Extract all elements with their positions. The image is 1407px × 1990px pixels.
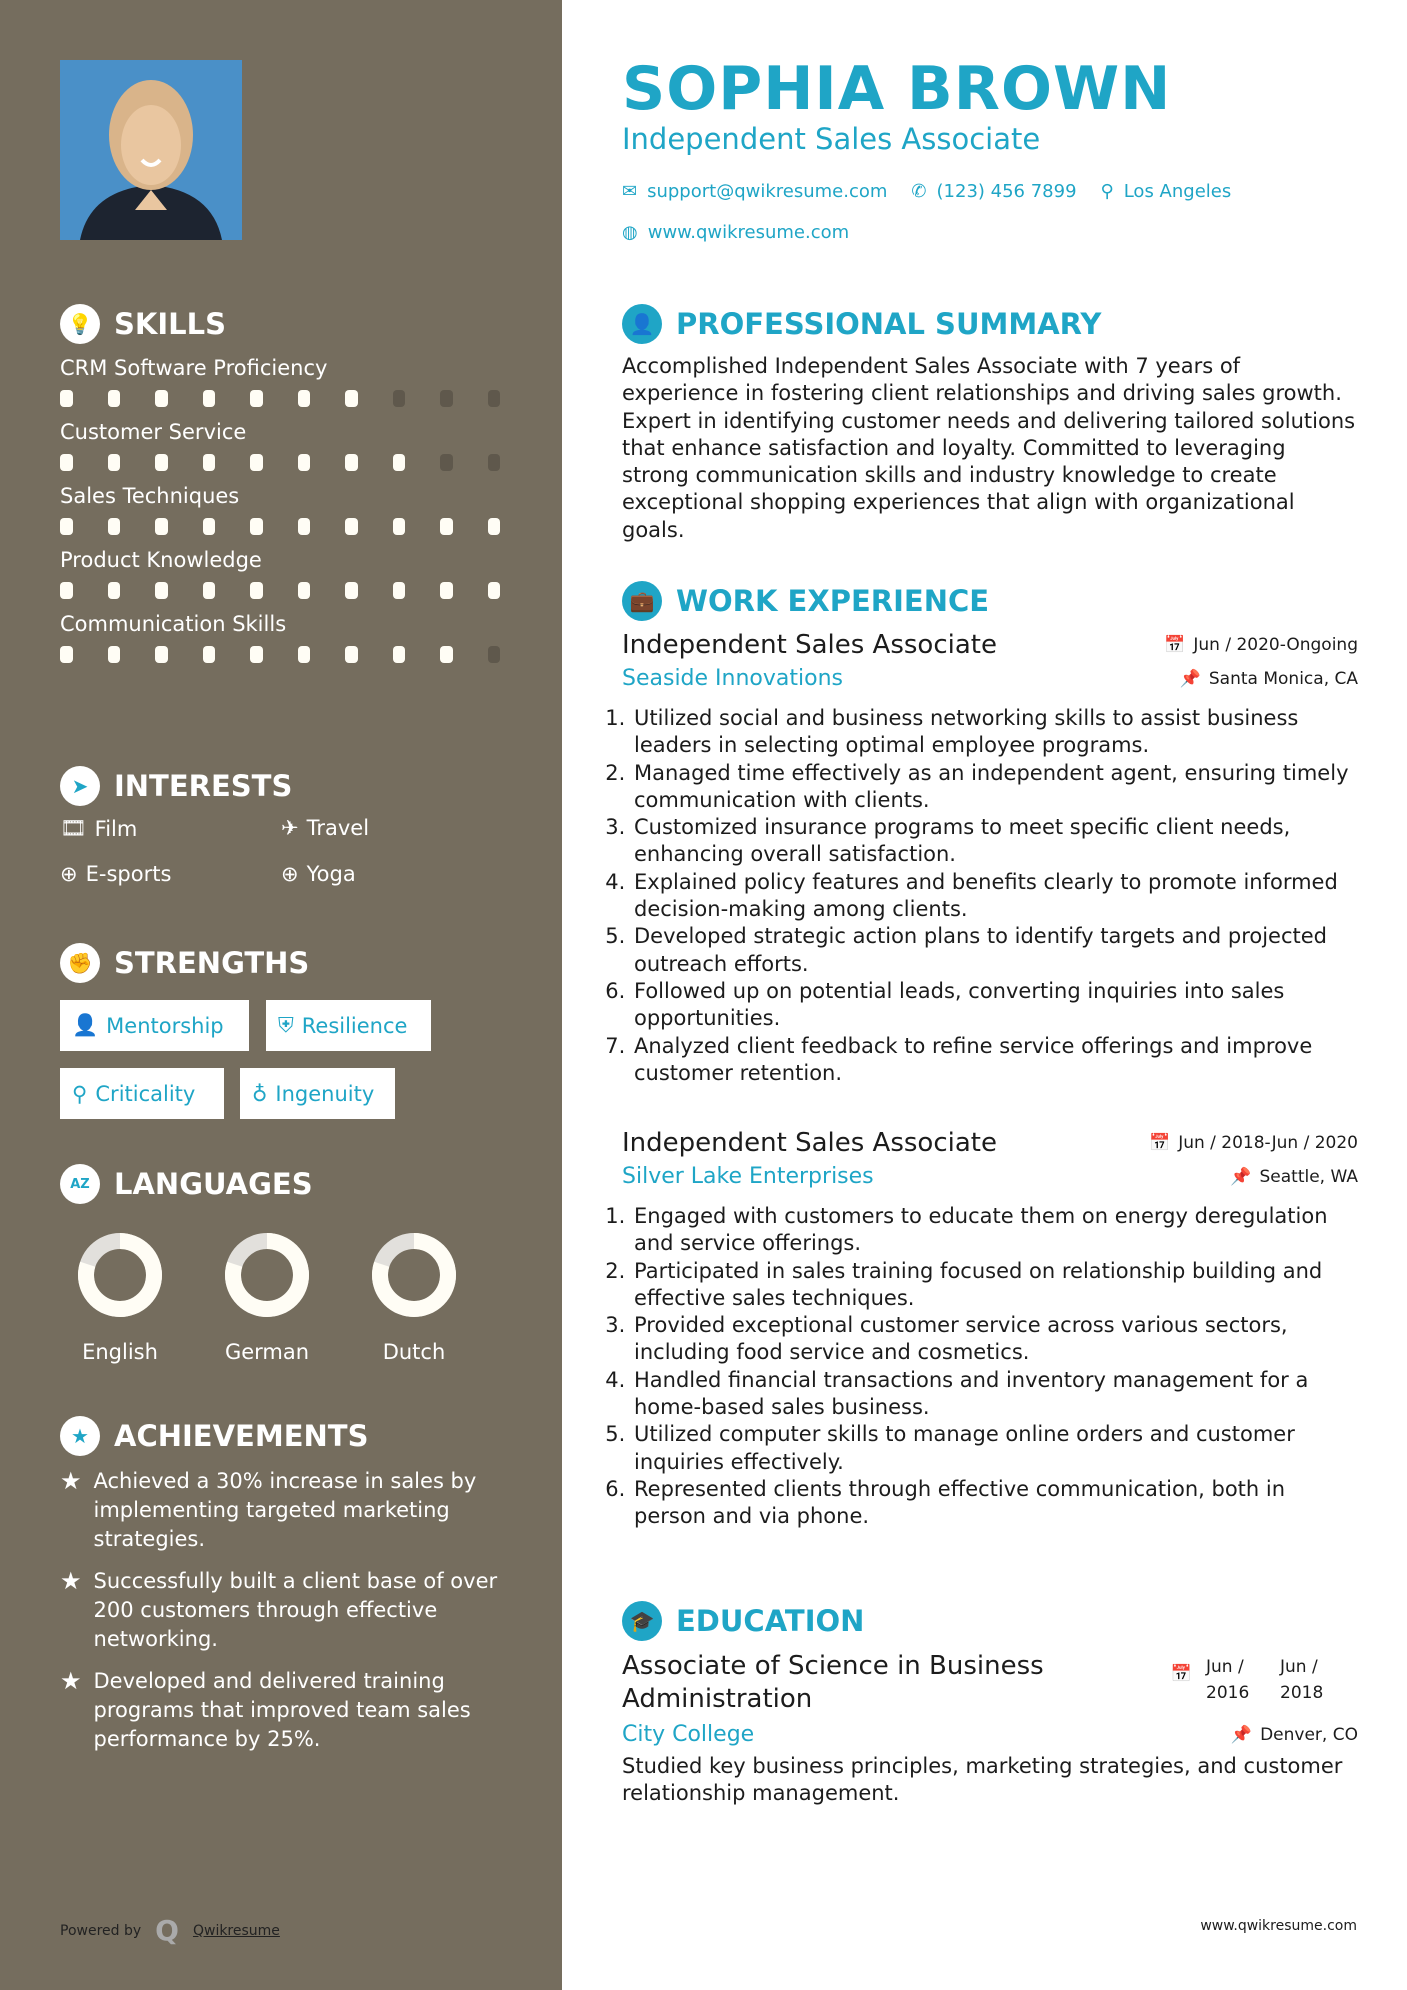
language-donut xyxy=(65,1232,175,1318)
skill-dot xyxy=(203,390,216,407)
film-icon: 🎞 xyxy=(60,816,87,840)
skill-name: Product Knowledge xyxy=(60,548,262,572)
job-bullet: 6. Followed up on potential leads, converting inquiries into sales opportunities. xyxy=(632,978,1358,1033)
language-name: German xyxy=(224,1340,310,1364)
language-item xyxy=(65,1232,175,1364)
job-bullet: 5. Utilized computer skills to manage online orders and customer inquiries effectively. xyxy=(632,1421,1358,1476)
skill-dot xyxy=(155,582,168,599)
sidebar xyxy=(0,0,562,1990)
skill-dot xyxy=(108,518,121,535)
skill-item xyxy=(60,482,500,535)
graduation-icon: 🎓 xyxy=(622,1601,662,1641)
company-name: Seaside Innovations xyxy=(622,666,843,691)
achievements-heading: ★ ACHIEVEMENTS xyxy=(60,1416,368,1456)
language-donut xyxy=(212,1232,322,1318)
interest-item: 🎞 Film xyxy=(60,816,138,841)
qwikresume-link[interactable]: Qwikresume xyxy=(192,1922,280,1939)
skill-name: Sales Techniques xyxy=(60,484,240,508)
search-icon: ⚲ xyxy=(72,1081,88,1106)
skill-item xyxy=(60,610,500,663)
skill-dot xyxy=(345,518,358,535)
skill-dot xyxy=(298,390,311,407)
language-item xyxy=(359,1232,469,1364)
skill-dot xyxy=(345,582,358,599)
skill-dot xyxy=(393,454,406,471)
languages-heading: AZ LANGUAGES xyxy=(60,1164,313,1204)
skill-dot xyxy=(488,454,501,471)
strength-chip: 👤 Mentorship xyxy=(60,1000,249,1051)
job-title: Independent Sales Associate xyxy=(622,1128,997,1158)
summary-text: Accomplished Independent Sales Associate with 7 years of experience in fostering client relationships and driving sales growth. Expert in identifying customer needs and delivering tailored solutions that enhance satisfaction and loyalty. Committed to leveraging strong communication skills and industry knowledge to create exceptional shopping experiences that align with organizational goals. xyxy=(622,354,1356,542)
education-dates: 📅 Jun / 2016 Jun / 2018 xyxy=(1170,1657,1324,1703)
job-dates: 📅 Jun / 2018-Jun / 2020 xyxy=(1149,1133,1358,1153)
education-description: Studied key business principles, marketing strategies, and customer relationship management. xyxy=(622,1754,1343,1806)
lifering-icon: ⊕ xyxy=(281,862,299,886)
strength-chip: ⚲ Criticality xyxy=(60,1068,224,1119)
location-text: Los Angeles xyxy=(1123,181,1232,202)
skill-dot xyxy=(298,518,311,535)
user-icon: 👤 xyxy=(622,304,662,344)
map-marker-icon: ⚲ xyxy=(1100,181,1114,202)
skill-rating xyxy=(60,646,500,663)
skill-dot xyxy=(298,582,311,599)
skill-dot xyxy=(155,646,168,663)
pin-icon: 📌 xyxy=(1230,1724,1253,1745)
star-icon: ★ xyxy=(60,1567,82,1595)
strength-chip: ⛨ Resilience xyxy=(266,1000,431,1051)
skill-dot xyxy=(203,454,216,471)
skill-dot xyxy=(108,390,121,407)
summary-heading: 👤 PROFESSIONAL SUMMARY xyxy=(622,303,1358,345)
skill-dot xyxy=(60,582,73,599)
job-title: Independent Sales Associate xyxy=(622,630,997,660)
calendar-icon: 📅 xyxy=(1164,635,1186,655)
envelope-icon: ✉ xyxy=(622,181,638,202)
job-bullet: 2. Managed time effectively as an independent agent, ensuring timely communication with clients. xyxy=(632,760,1358,815)
job-bullet: 7. Analyzed client feedback to refine service offerings and improve customer retention. xyxy=(632,1033,1358,1088)
job-dates: 📅 Jun / 2020-Ongoing xyxy=(1164,635,1358,655)
skill-dot xyxy=(155,518,168,535)
skill-dot xyxy=(250,582,263,599)
phone-text: (123) 456 7899 xyxy=(936,181,1077,202)
skills-list xyxy=(60,354,500,674)
skill-rating xyxy=(60,390,500,407)
candidate-name: SOPHIA BROWN xyxy=(622,54,1172,124)
email-link[interactable]: support@qwikresume.com xyxy=(647,181,888,202)
skill-dot xyxy=(345,454,358,471)
skill-dot xyxy=(60,518,73,535)
skill-dot xyxy=(298,646,311,663)
skill-dot xyxy=(488,390,501,407)
globe-icon: ◍ xyxy=(622,222,638,243)
job-bullets xyxy=(614,1203,1358,1531)
qwikresume-logo-icon: Q xyxy=(155,1914,179,1947)
lightbulb-icon: 💡 xyxy=(60,304,100,344)
education-heading: 🎓 EDUCATION xyxy=(622,1600,1358,1642)
job-bullet: 1. Utilized social and business networking skills to assist business leaders in selecting optimal employee programs. xyxy=(632,705,1358,760)
job-bullet: 6. Represented clients through effective communication, both in person and via phone. xyxy=(632,1476,1358,1531)
calendar-icon: 📅 xyxy=(1170,1664,1192,1684)
job-title: Independent Sales Associate xyxy=(622,122,1041,156)
interests-heading: ➤ INTERESTS xyxy=(60,766,292,806)
skill-dot xyxy=(108,454,121,471)
job-entry xyxy=(622,1128,1358,1531)
job-bullets xyxy=(614,705,1358,1087)
language-donut xyxy=(359,1232,469,1318)
skill-dot xyxy=(440,646,453,663)
school: City College xyxy=(622,1722,755,1747)
website-row xyxy=(622,222,1358,243)
skill-name: Communication Skills xyxy=(60,612,287,636)
job-bullet: 2. Participated in sales training focused on relationship building and effective sales techniques. xyxy=(632,1258,1358,1313)
interest-item: ✈ Travel xyxy=(281,816,370,840)
work-heading: 💼 WORK EXPERIENCE xyxy=(622,580,1358,622)
plane-icon: ✈ xyxy=(281,816,299,840)
skill-dot xyxy=(393,390,406,407)
skill-dot xyxy=(345,390,358,407)
job-bullet: 1. Engaged with customers to educate them on energy deregulation and service offerings. xyxy=(632,1203,1358,1258)
star-icon: ★ xyxy=(60,1416,100,1456)
degree: Associate of Science in Business Administration xyxy=(622,1651,1044,1714)
education-location: 📌 Denver, CO xyxy=(1230,1724,1358,1745)
skill-item xyxy=(60,546,500,599)
skill-dot xyxy=(155,454,168,471)
paper-plane-icon: ➤ xyxy=(60,766,100,806)
skill-dot xyxy=(440,582,453,599)
skill-dot xyxy=(250,454,263,471)
skill-dot xyxy=(393,518,406,535)
job-bullet: 5. Developed strategic action plans to identify targets and projected outreach efforts. xyxy=(632,923,1358,978)
education-entry xyxy=(622,1650,1358,1808)
job-location: 📌 Seattle, WA xyxy=(1230,1166,1358,1187)
skill-rating xyxy=(60,518,500,535)
skill-name: CRM Software Proficiency xyxy=(60,356,328,380)
profile-photo xyxy=(60,60,242,240)
skill-dot xyxy=(440,454,453,471)
skill-dot xyxy=(203,582,216,599)
star-icon: ★ xyxy=(60,1467,82,1495)
shield-icon: ⛨ xyxy=(278,1013,294,1037)
website-link[interactable]: www.qwikresume.com xyxy=(647,222,850,243)
skill-dot xyxy=(488,646,501,663)
phone-icon: ✆ xyxy=(911,181,927,202)
pin-icon: 📌 xyxy=(1179,668,1201,689)
skill-dot xyxy=(203,518,216,535)
achievement-item: ★ Developed and delivered training programs that improved team sales performance by 25%. xyxy=(60,1667,500,1754)
interest-item: ⊕ E-sports xyxy=(60,862,172,886)
skill-dot xyxy=(250,646,263,663)
achievement-item: ★ Achieved a 30% increase in sales by implementing targeted marketing strategies. xyxy=(60,1467,500,1554)
job-bullet: 3. Provided exceptional customer service across various sectors, including food service and cosmetics. xyxy=(632,1312,1358,1367)
language-icon: AZ xyxy=(60,1164,100,1204)
user-plus-icon: 👤 xyxy=(72,1013,99,1037)
skill-dot xyxy=(488,582,501,599)
skill-dot xyxy=(203,646,216,663)
skill-rating xyxy=(60,454,500,471)
skills-heading: 💡 SKILLS xyxy=(60,304,226,344)
skill-dot xyxy=(440,518,453,535)
interest-item: ⊕ Yoga xyxy=(281,862,356,886)
strengths-heading: ✊ STRENGTHS xyxy=(60,943,309,983)
job-location: 📌 Santa Monica, CA xyxy=(1179,668,1358,689)
language-name: English xyxy=(82,1340,158,1364)
company-name: Silver Lake Enterprises xyxy=(622,1164,874,1189)
powered-by: Powered by Q Qwikresume xyxy=(60,1914,280,1947)
language-item xyxy=(212,1232,322,1364)
skill-dot xyxy=(250,518,263,535)
skill-item xyxy=(60,354,500,407)
footer-website[interactable]: www.qwikresume.com xyxy=(1200,1918,1357,1934)
skill-dot xyxy=(393,582,406,599)
languages-list xyxy=(65,1232,469,1364)
skill-name: Customer Service xyxy=(60,420,247,444)
skill-dot xyxy=(155,390,168,407)
contact-row xyxy=(622,181,1358,202)
skill-dot xyxy=(108,582,121,599)
skill-dot xyxy=(393,646,406,663)
star-icon: ★ xyxy=(60,1667,82,1695)
skill-dot xyxy=(440,390,453,407)
skill-rating xyxy=(60,582,500,599)
skill-dot xyxy=(488,518,501,535)
lightbulb-icon: ♁ xyxy=(252,1081,268,1106)
job-bullet: 4. Handled financial transactions and inventory management for a home-based sales business. xyxy=(632,1367,1358,1422)
fist-icon: ✊ xyxy=(60,943,100,983)
skill-item xyxy=(60,418,500,471)
skill-dot xyxy=(298,454,311,471)
strength-chip: ♁ Ingenuity xyxy=(240,1068,395,1119)
achievement-item: ★ Successfully built a client base of over 200 customers through effective networking. xyxy=(60,1567,500,1654)
skill-dot xyxy=(60,390,73,407)
language-name: Dutch xyxy=(382,1340,446,1364)
lifering-icon: ⊕ xyxy=(60,862,78,886)
briefcase-icon: 💼 xyxy=(622,581,662,621)
job-bullet: 4. Explained policy features and benefits clearly to promote informed decision-making among clients. xyxy=(632,869,1358,924)
pin-icon: 📌 xyxy=(1230,1166,1252,1187)
skill-dot xyxy=(60,454,73,471)
skill-dot xyxy=(60,646,73,663)
calendar-icon: 📅 xyxy=(1149,1133,1171,1153)
skill-dot xyxy=(250,390,263,407)
job-entry xyxy=(622,630,1358,1087)
job-bullet: 3. Customized insurance programs to meet specific client needs, enhancing overall satisfaction. xyxy=(632,814,1358,869)
skill-dot xyxy=(345,646,358,663)
skill-dot xyxy=(108,646,121,663)
